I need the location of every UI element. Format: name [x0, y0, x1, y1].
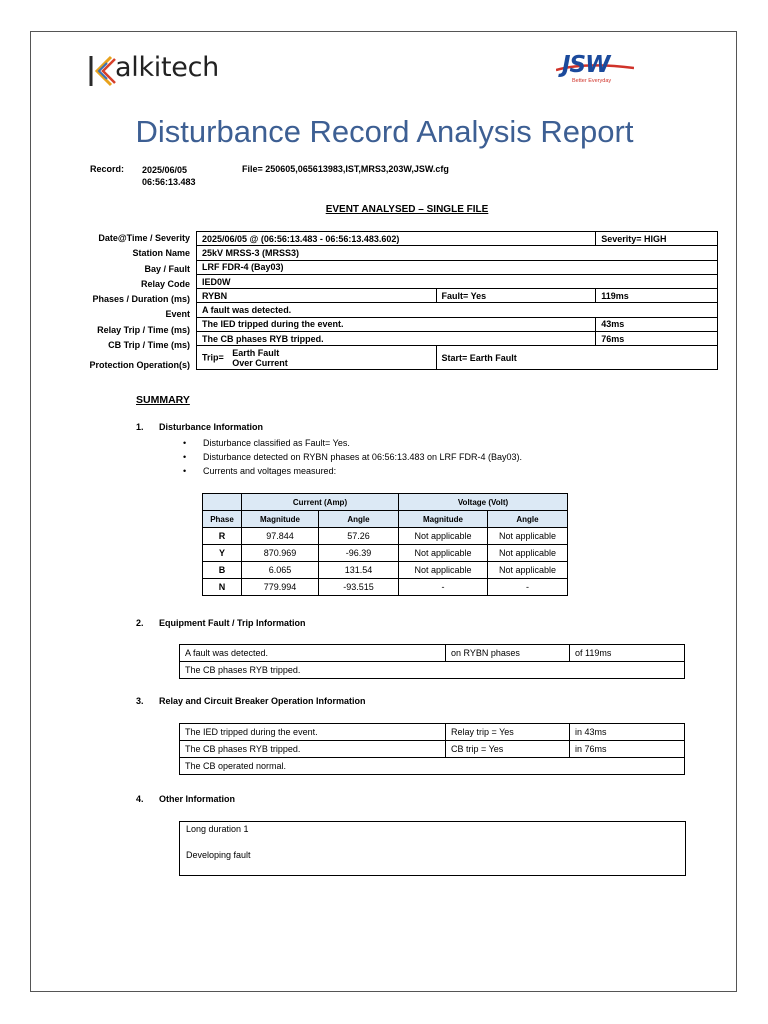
section-title: Relay and Circuit Breaker Operation Information — [159, 696, 366, 706]
table-cell: in 76ms — [570, 741, 685, 758]
current-group-header: Current (Amp) — [242, 494, 399, 511]
table-cell: Y — [203, 545, 242, 562]
section-title: Disturbance Information — [159, 422, 264, 432]
voltage-group-header: Voltage (Volt) — [399, 494, 568, 511]
kalkitech-k-icon — [89, 54, 117, 88]
column-header: Phase — [203, 511, 242, 528]
table-cell: on RYBN phases — [446, 645, 570, 662]
table-row — [203, 545, 568, 562]
info-label: Station Name — [132, 248, 190, 259]
column-header: Angle — [319, 511, 399, 528]
table-cell: CB trip = Yes — [446, 741, 570, 758]
section-title: Equipment Fault / Trip Information — [159, 618, 306, 628]
trip-value: Earth Fault — [232, 347, 280, 358]
start-cell: Start= Earth Fault — [436, 346, 717, 370]
trip-value: Over Current — [232, 357, 288, 368]
table-cell: -93.515 — [319, 579, 399, 596]
disturbance-bullets — [183, 436, 522, 478]
relay-cb-table — [179, 723, 685, 775]
table-row — [180, 662, 685, 679]
column-header: Angle — [488, 511, 568, 528]
table-header-row — [203, 511, 568, 528]
table-cell: of 119ms — [570, 645, 685, 662]
event-heading: EVENT ANALYSED – SINGLE FILE — [325, 204, 489, 215]
table-cell: Not applicable — [399, 562, 488, 579]
table-row — [197, 303, 718, 317]
table-row — [180, 724, 685, 741]
phases-cell: RYBN — [197, 289, 437, 303]
table-cell: 779.994 — [242, 579, 319, 596]
info-label: Relay Code — [140, 278, 190, 289]
list-item: • Currents and voltages measured: — [183, 464, 522, 478]
trip-values — [232, 348, 288, 368]
table-cell: Relay trip = Yes — [446, 724, 570, 741]
table-cell: Not applicable — [488, 528, 568, 545]
relay-time-cell: 43ms — [596, 317, 718, 331]
record-time: 06:56:13.483 — [142, 177, 196, 187]
table-cell: The CB phases RYB tripped. — [180, 741, 446, 758]
report-title: Disturbance Record Analysis Report — [135, 114, 634, 149]
trip-label: Trip= — [202, 352, 224, 363]
section-number: 4. — [136, 794, 144, 804]
table-row — [197, 232, 718, 246]
table-cell: - — [488, 579, 568, 596]
bay-fault-cell: LRF FDR-4 (Bay03) — [197, 260, 718, 274]
section-number: 3. — [136, 696, 144, 706]
table-row — [203, 579, 568, 596]
table-cell: B — [203, 562, 242, 579]
other-info-line: Long duration 1 — [186, 824, 249, 834]
table-cell: A fault was detected. — [180, 645, 446, 662]
table-cell: The CB operated normal. — [180, 758, 685, 775]
table-cell: 97.844 — [242, 528, 319, 545]
section-title: Other Information — [159, 794, 235, 804]
info-label: Relay Trip / Time (ms) — [97, 324, 190, 335]
table-row — [180, 758, 685, 775]
record-date: 2025/06/05 — [142, 165, 188, 175]
jsw-tagline: Better Everyday — [572, 78, 612, 84]
jsw-logo — [556, 52, 636, 88]
table-row — [197, 274, 718, 288]
other-info-box — [179, 821, 686, 876]
relay-code-cell: IED0W — [197, 274, 718, 288]
table-cell: Not applicable — [488, 545, 568, 562]
table-cell: Not applicable — [399, 528, 488, 545]
measurements-table — [202, 493, 568, 596]
kalkitech-logo — [89, 50, 229, 90]
column-header: Magnitude — [242, 511, 319, 528]
table-row — [197, 260, 718, 274]
trip-cell — [197, 346, 437, 370]
fault-trip-table — [179, 644, 685, 679]
list-item: • Disturbance classified as Fault= Yes. — [183, 436, 522, 450]
table-cell: Not applicable — [399, 545, 488, 562]
table-cell: -96.39 — [319, 545, 399, 562]
severity-cell: Severity= HIGH — [596, 232, 718, 246]
datetime-cell: 2025/06/05 @ (06:56:13.483 - 06:56:13.483.602) — [197, 232, 596, 246]
cb-trip-cell: The CB phases RYB tripped. — [197, 332, 596, 346]
table-row — [197, 332, 718, 346]
table-cell: - — [399, 579, 488, 596]
jsw-wordmark: JSW — [562, 52, 610, 78]
info-label: Bay / Fault — [144, 263, 190, 274]
event-cell: A fault was detected. — [197, 303, 718, 317]
table-row — [203, 528, 568, 545]
cb-time-cell: 76ms — [596, 332, 718, 346]
section-number: 1. — [136, 422, 144, 432]
table-row — [197, 246, 718, 260]
info-label: Event — [165, 309, 190, 320]
table-cell: The CB phases RYB tripped. — [180, 662, 685, 679]
table-row — [197, 346, 718, 370]
event-info-table — [196, 231, 718, 370]
summary-heading: SUMMARY — [136, 394, 190, 406]
kalkitech-wordmark: alkitech — [115, 52, 219, 83]
table-cell: Not applicable — [488, 562, 568, 579]
blank-header — [203, 494, 242, 511]
event-info-labels — [31, 231, 192, 378]
other-info-line: Developing fault — [186, 850, 251, 860]
table-cell: 870.969 — [242, 545, 319, 562]
report-page — [30, 31, 737, 992]
table-row — [180, 645, 685, 662]
table-cell: R — [203, 528, 242, 545]
info-label: Protection Operation(s) — [89, 360, 190, 371]
table-cell: 6.065 — [242, 562, 319, 579]
table-row — [203, 562, 568, 579]
column-header: Magnitude — [399, 511, 488, 528]
relay-trip-cell: The IED tripped during the event. — [197, 317, 596, 331]
table-cell: 131.54 — [319, 562, 399, 579]
duration-cell: 119ms — [596, 289, 718, 303]
table-cell: N — [203, 579, 242, 596]
record-file: File= 250605,065613983,IST,MRS3,203W,JSW.cfg — [242, 164, 449, 174]
info-label: CB Trip / Time (ms) — [108, 340, 190, 351]
fault-cell: Fault= Yes — [436, 289, 596, 303]
table-row — [197, 317, 718, 331]
table-row — [180, 741, 685, 758]
section-number: 2. — [136, 618, 144, 628]
record-datetime — [142, 164, 212, 188]
table-row — [197, 289, 718, 303]
info-label: Phases / Duration (ms) — [92, 294, 190, 305]
station-cell: 25kV MRSS-3 (MRSS3) — [197, 246, 718, 260]
table-cell: in 43ms — [570, 724, 685, 741]
table-cell: The IED tripped during the event. — [180, 724, 446, 741]
list-item: • Disturbance detected on RYBN phases at 06:56:13.483 on LRF FDR-4 (Bay03). — [183, 450, 522, 464]
table-header-row — [203, 494, 568, 511]
record-label: Record: — [90, 164, 125, 174]
table-cell: 57.26 — [319, 528, 399, 545]
info-label: Date@Time / Severity — [98, 233, 190, 243]
